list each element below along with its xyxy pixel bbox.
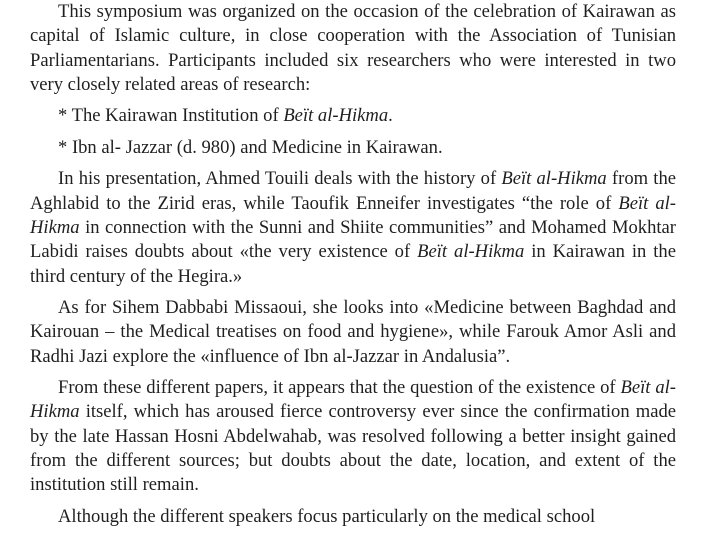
bullet-text-c: . — [388, 105, 393, 127]
paragraph-conclusion-text: Although the different speakers focus particularly on the medical school — [58, 505, 596, 527]
bullet-item-ibn-al-jazzar — [30, 136, 676, 160]
paragraph-findings-a: From these different papers, it appears that the question of the existence of — [58, 377, 621, 399]
paragraph-intro-text: This symposium was organized on the occasion of the celebration of Kairawan as capital of Islamic culture, in close cooperation with the Association of Tunisian Parliamentarians. Participants included six researchers who were interested in two very closely related areas of research: — [30, 1, 676, 95]
document-page — [30, 0, 676, 529]
paragraph-presentation-c: from the Aghlabid to the Zirid eras, while Taoufik Enneifer investigates “the role of — [30, 168, 676, 214]
paragraph-medicine — [30, 296, 676, 369]
paragraph-presentation-italic-3: Beït al-Hikma — [417, 241, 525, 263]
paragraph-presentation-e: in connection with the Sunni and Shiite communities” and Mohamed Mokhtar Labidi raises doubts about «the very existence of — [30, 216, 676, 263]
bullet-text-a: * The Kairawan Institution of — [58, 105, 284, 127]
paragraph-conclusion — [30, 505, 676, 529]
paragraph-intro — [30, 0, 676, 97]
paragraph-findings-c: itself, which has aroused fierce controversy ever since the confirmation made by the late Hassan Hosni Abdelwahab, was resolved following a better insight gained from the different sources; but doubts about the date, location, and extent of the institution still remain. — [30, 401, 676, 496]
paragraph-findings — [30, 376, 676, 497]
paragraph-findings-italic: Beït al-Hikma — [30, 377, 677, 423]
paragraph-presentation-italic-2: Beït al-Hikma — [30, 192, 676, 238]
paragraph-presentation-g: in Kairawan in the third century of the Hegira.» — [30, 241, 676, 287]
bullet-text: * Ibn al- Jazzar (d. 980) and Medicine in Kairawan. — [58, 136, 443, 158]
paragraph-presentation-italic-1: Beït al-Hikma — [501, 168, 607, 190]
paragraph-medicine-text: As for Sihem Dabbabi Missaoui, she looks into «Medicine between Baghdad and Kairouan – the Medical treatises on food and hygiene», while Farouk Amor Asli and Radhi Jazi explore the «influence of Ibn al-Jazzar in Andalusia”. — [30, 297, 676, 367]
bullet-item-beit-al-hikma — [30, 104, 676, 128]
paragraph-presentation — [30, 167, 676, 288]
bullet-text-italic: Beït al-Hikma — [283, 105, 389, 127]
paragraph-presentation-a: In his presentation, Ahmed Touili deals with the history of — [58, 168, 502, 190]
